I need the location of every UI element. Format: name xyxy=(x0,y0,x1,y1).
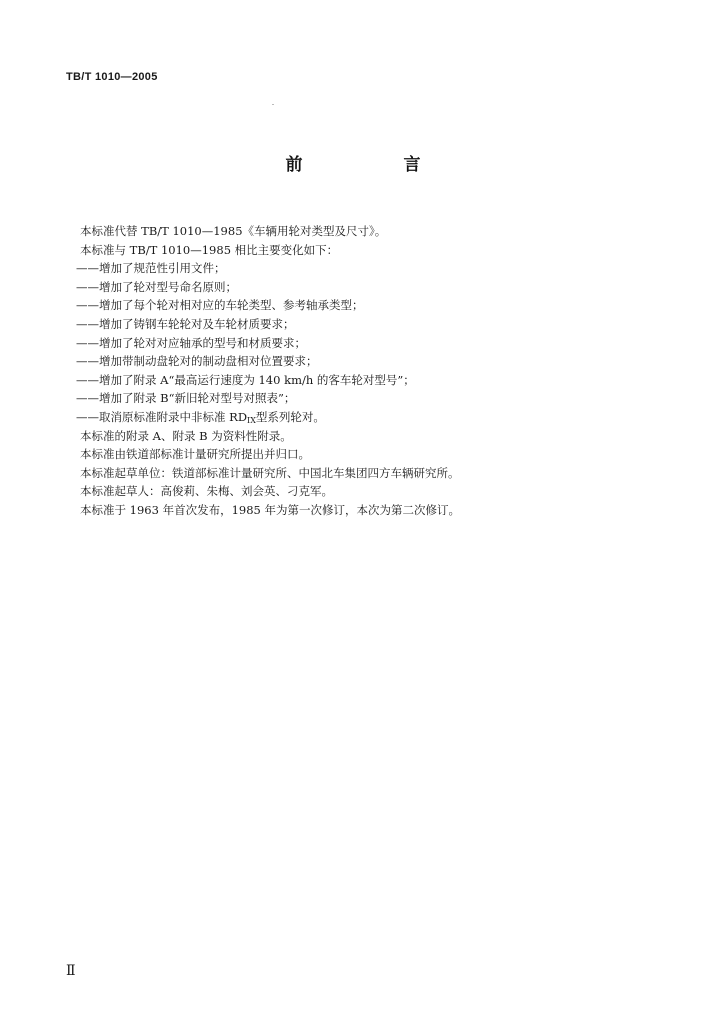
change-item: ——增加了每个轮对相对应的车轮类型、参考轴承类型； xyxy=(76,298,364,313)
cancel-suffix: 型系列轮对。 xyxy=(255,409,325,424)
drafters: 本标准起草人：高俊莉、朱梅、刘会英、刁克军。 xyxy=(80,484,333,499)
foreword-body xyxy=(76,222,640,520)
page-title: 前 言 xyxy=(285,155,463,175)
standard-code: TB/T 1010—2005 xyxy=(66,71,158,83)
scan-speck xyxy=(272,104,274,105)
page-number: Ⅱ xyxy=(66,963,76,979)
replace-statement: 本标准代替 TB/T 1010—1985《车辆用轮对类型及尺寸》。 xyxy=(80,224,387,238)
change-item: ——增加了铸钢车轮轮对及车轮材质要求； xyxy=(76,316,295,331)
change-item: ——增加了附录 B“新旧轮对型号对照表”； xyxy=(76,391,296,406)
change-item-cancel xyxy=(76,408,640,427)
drafting-units: 本标准起草单位：铁道部标准计量研究所、中国北车集团四方车辆研究所。 xyxy=(80,465,460,480)
change-item: ——增加带制动盘轮对的制动盘相对位置要求； xyxy=(76,354,318,369)
change-item: ——增加了附录 A“最高运行速度为 140 km/h 的客车轮对型号”； xyxy=(76,372,415,387)
cancel-subscript: IX xyxy=(247,415,256,425)
change-item: ——增加了规范性引用文件； xyxy=(76,261,226,276)
change-item: ——增加了轮对型号命名原则； xyxy=(76,279,237,294)
change-item: ——增加了轮对对应轴承的型号和材质要求； xyxy=(76,335,306,350)
proposer-statement: 本标准由铁道部标准计量研究所提出并归口。 xyxy=(80,447,310,462)
cancel-prefix: ——取消原标准附录中非标准 RD xyxy=(76,409,248,424)
changes-intro: 本标准与 TB/T 1010—1985 相比主要变化如下： xyxy=(80,242,339,257)
revision-history: 本标准于 1963 年首次发布，1985 年为第一次修订，本次为第二次修订。 xyxy=(80,502,460,517)
appendix-note: 本标准的附录 A、附录 B 为资料性附录。 xyxy=(80,428,292,443)
